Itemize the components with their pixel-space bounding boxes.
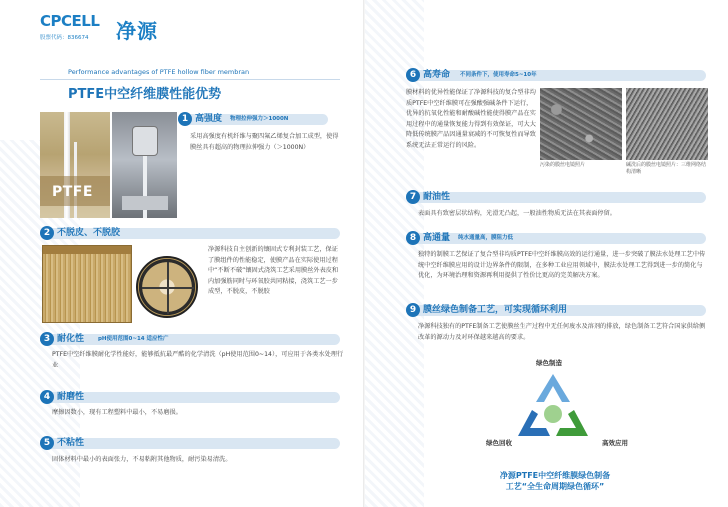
section-title: 高寿命 [423, 70, 451, 80]
tensile-test-photo [112, 112, 177, 218]
title-divider [40, 79, 340, 80]
section-title: 不脱皮、不脱胶 [57, 228, 121, 238]
section-number: 7 [406, 190, 420, 204]
section-title: 耐磨性 [57, 392, 85, 402]
recycle-label-right: 高效应用 [602, 439, 628, 447]
section-title: 不粘性 [57, 438, 85, 448]
section-number: 3 [40, 332, 54, 346]
section-heading-1 [178, 112, 328, 126]
company-logo [40, 12, 170, 46]
recycle-caption-line1: 净源PTFE中空纤维膜绿色制备 [499, 471, 611, 480]
sem-caption-b: 碱洗后的膜丝电镜照片：三维网络结构清晰 [626, 162, 707, 175]
recycle-caption [455, 470, 655, 492]
section-heading-7 [406, 190, 706, 204]
section-number: 5 [40, 436, 54, 450]
recycle-caption-line2: 工艺“全生命周期绿色循环” [505, 482, 605, 491]
recycle-arrow-top [536, 374, 570, 402]
section-heading-8 [406, 231, 706, 245]
recycle-cycle-graphic [510, 370, 596, 448]
recycle-center-leaf [544, 405, 562, 423]
stock-code: 股票代码：836674 [40, 35, 89, 41]
section-title: 高通量 [423, 233, 451, 243]
section-heading-6 [406, 68, 706, 82]
sem-caption-a: 污染的膜丝电镜照片 [540, 162, 586, 168]
section-number: 1 [178, 112, 192, 126]
page-title: PTFE中空纤维膜性能优势 [68, 87, 222, 102]
section-subtitle: 物理拉伸强力＞1000N [230, 116, 289, 122]
section-body-7: 表面具有致密层状结构，光滑无凸起，一般油性物质无法在其表面停留。 [418, 210, 616, 217]
section-title: 膜丝绿色制备工艺，可实现循环利用 [423, 305, 568, 315]
section-number: 4 [40, 390, 54, 404]
recycle-label-left: 绿色回收 [486, 439, 512, 447]
section-number: 6 [406, 68, 420, 82]
brand-name: 净源 [116, 19, 158, 43]
logo-mark: CPCELL [40, 12, 100, 30]
section-body-4: 摩擦因数小，现有工程塑料中最小，不易磨损。 [52, 409, 182, 416]
section-title: 耐油性 [423, 192, 451, 202]
section-body-5: 固体材料中最小的表面张力，不易粘附其他物质，耐污染易清洗。 [52, 456, 232, 463]
section-body-6: 膜材料的优异性能保证了净源科技的复合型非均质PTFE中空纤维膜可在强酸强碱条件下运行，优异的抗氧化性能和耐酸碱性能使得膜产品在实用过程中的通量恢复能力得到有效保证，可大大降低传统膜产品因通量衰减的不可恢复性而导致系统无法正常运行的风险。 [406, 89, 536, 149]
section-body-9: 净源科技独有的PTFE制备工艺使膜丝生产过程中无任何废水及溶剂的排放，绿色制备工艺符合国家供给侧改革的源动力及对环保越来越高的要求。 [418, 323, 706, 341]
section-heading-4 [40, 390, 340, 404]
section-title: 高强度 [195, 114, 223, 124]
section-body-2: 净源科技自主创新的镶固式专利封装工艺，保证了膜组件的性能稳定，使膜产品在实际使用过程中“不断不破”镶固式浇筑工艺采用膜丝外表皮和内加强筋同时与环氧胶共同粘接，浇筑工艺一步成型，不脱皮，不脱胶 [208, 246, 339, 295]
recycle-label-top: 绿色制造 [536, 359, 562, 367]
section-subtitle: 不同条件下，使用寿命5~10年 [460, 72, 537, 78]
section-title: 耐化性 [57, 334, 85, 344]
section-heading-9 [406, 303, 706, 317]
ptfe-fiber-photo [40, 112, 110, 218]
section-body-8: 独特的制膜工艺保证了复合型非均质PTFE中空纤维膜高效的运行通量，进一步突破了膜法水处理工艺中传统中空纤维膜应用的设计边界条件的限制，在多种工业应用领域中，膜法水处理工艺得到进一步的简化与优化，为环境治理和资源再利用提供了性价比更高的完美解决方案。 [418, 251, 706, 279]
page-title-en: Performance advantages of PTFE hollow fiber membran [68, 68, 250, 76]
section-heading-3 [40, 332, 340, 346]
cleaned-membrane-sem-photo [626, 88, 708, 160]
potting-cross-section-photo [136, 256, 198, 318]
section-heading-5 [40, 436, 340, 450]
section-body-3: PTFE中空纤维膜耐化学性能好，能够抵抗最严酷的化学清洗（pH使用范围0~14），可应用于各类水处理行业 [52, 351, 344, 369]
section-body-1: 采用高强度有机纤维与聚四氟乙烯复合加工成型，使得膜丝具有超高的物理拉伸强力（＞1000N） [190, 133, 339, 151]
ptfe-photo-label: PTFE [52, 184, 93, 200]
membrane-module-photo [42, 245, 132, 323]
section-number: 8 [406, 231, 420, 245]
section-subtitle: pH使用范围0~14 适应性广 [98, 336, 169, 342]
section-number: 9 [406, 303, 420, 317]
section-number: 2 [40, 226, 54, 240]
section-heading-2 [40, 226, 340, 240]
fouled-membrane-sem-photo [540, 88, 622, 160]
section-subtitle: 纯水通量高，膜阻力低 [458, 235, 514, 241]
